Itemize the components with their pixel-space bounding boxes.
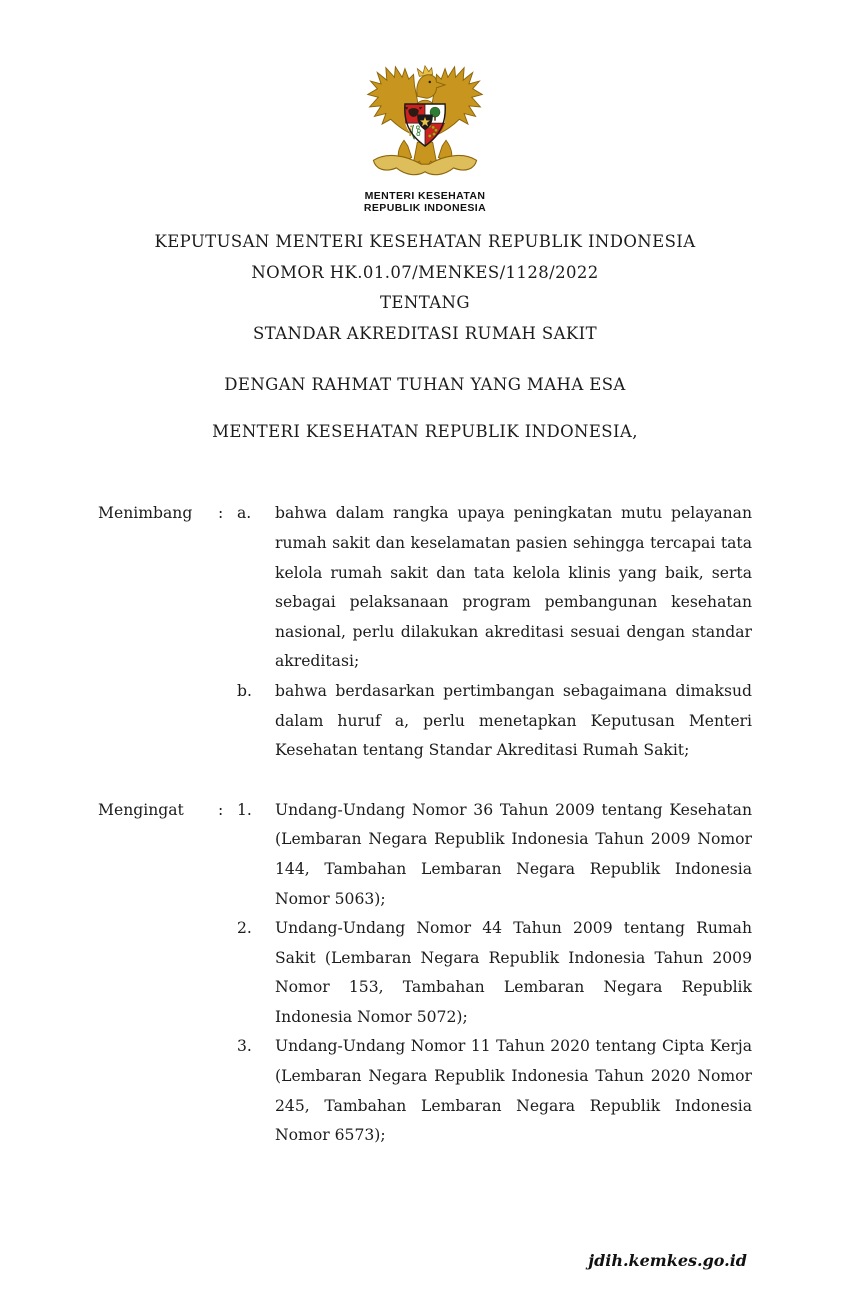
decree-subject: STANDAR AKREDITASI RUMAH SAKIT (253, 323, 597, 343)
considering-colon: : (218, 504, 224, 523)
letterhead (0, 0, 850, 214)
decree-title-block (0, 227, 850, 349)
item-marker: a. (237, 504, 252, 523)
item-marker: 2. (237, 919, 252, 938)
item-marker: 1. (237, 800, 252, 819)
item-text: Undang-Undang Nomor 44 Tahun 2009 tentang Rumah Sakit (Lembaran Negara Republik Indonesia Tahun 2009 Nomor 153, Tambahan Lembaran Negara Republik Indonesia Nomor 5072); (275, 919, 752, 1026)
emblem-eye (429, 81, 431, 83)
item-marker: b. (237, 681, 252, 700)
letterhead-ministry-line1: MENTERI KESEHATAN (364, 190, 486, 202)
recalling-item-2 (98, 914, 752, 1032)
invocation-line: DENGAN RAHMAT TUHAN YANG MAHA ESA (224, 375, 626, 395)
item-text: Undang-Undang Nomor 11 Tahun 2020 tentang Cipta Kerja (Lembaran Negara Republik Indonesia Tahun 2020 Nomor 245, Tambahan Lembaran Negara Republik Indonesia Nomor 6573); (275, 1037, 752, 1145)
recalling-item-1 (98, 796, 752, 914)
item-text: Undang-Undang Nomor 36 Tahun 2009 tentang Kesehatan (Lembaran Negara Republik Indonesia Tahun 2009 Nomor 144, Tambahan Lembaran Negara Republik Indonesia Nomor 5063); (275, 800, 752, 908)
item-marker: 3. (237, 1037, 252, 1056)
considering-item-a (98, 499, 752, 677)
considering-section (98, 499, 752, 765)
recalling-colon: : (218, 800, 224, 819)
footer-website: jdih.kemkes.go.id (588, 1251, 747, 1270)
document-body (0, 499, 850, 1150)
authority-line: MENTERI KESEHATAN REPUBLIK INDONESIA, (212, 422, 638, 442)
recalling-item-3 (98, 1032, 752, 1150)
recalling-label: Mengingat (98, 800, 184, 819)
garuda-pancasila-emblem-icon (362, 62, 488, 188)
decree-tentang: TENTANG (380, 293, 470, 313)
decree-number: NOMOR HK.01.07/MENKES/1128/2022 (251, 262, 599, 282)
considering-label: Menimbang (98, 504, 193, 523)
considering-item-b (98, 677, 752, 766)
decree-title: KEPUTUSAN MENTERI KESEHATAN REPUBLIK INDONESIA (154, 232, 696, 251)
item-text: bahwa dalam rangka upaya peningkatan mutu pelayanan rumah sakit dan keselamatan pasien sehingga tercapai tata kelola rumah sakit dan tata kelola klinis yang baik, serta sebagai pelaksanaan program pembangunan kesehatan nasional, perlu dilakukan akreditasi sesuai dengan standar akreditasi; (275, 504, 752, 671)
recalling-section (98, 796, 752, 1151)
letterhead-ministry-line2: REPUBLIK INDONESIA (363, 202, 487, 214)
item-text: bahwa berdasarkan pertimbangan sebagaimana dimaksud dalam huruf a, perlu menetapkan Keputusan Menteri Kesehatan tentang Standar Akreditasi Rumah Sakit; (275, 681, 752, 760)
